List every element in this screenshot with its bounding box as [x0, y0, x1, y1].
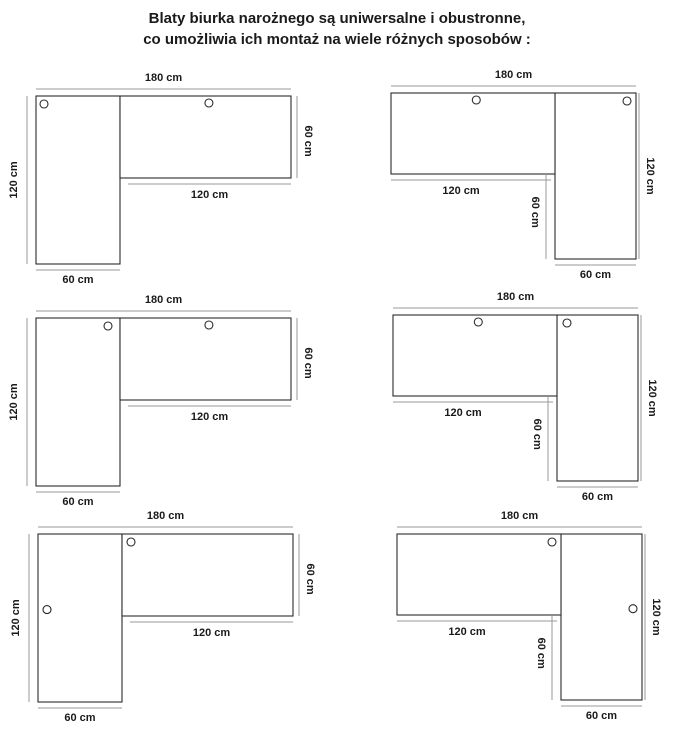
title-line-2: co umożliwia ich montaż na wiele różnych sposobów :: [143, 31, 531, 48]
label-width-total: 180 cm: [496, 290, 535, 303]
label-height-total: 120 cm: [644, 157, 657, 195]
label-inner-length: 120 cm: [442, 184, 480, 197]
label-width-total: 180 cm: [494, 68, 533, 81]
wing-plate: [391, 93, 555, 174]
configuration-4: [393, 291, 658, 503]
mounting-hole: [472, 96, 480, 104]
label-bottom-width: 60 cm: [585, 709, 618, 722]
mounting-hole: [40, 100, 48, 108]
label-width-total: 180 cm: [500, 509, 539, 522]
leg-plate: [36, 318, 120, 486]
mounting-hole: [474, 318, 482, 326]
label-depth: 60 cm: [302, 125, 315, 157]
mounting-hole: [563, 319, 571, 327]
wing-plate: [120, 318, 291, 400]
mounting-hole: [43, 606, 51, 614]
label-height-total: 120 cm: [650, 598, 663, 636]
leg-plate: [557, 315, 638, 481]
leg-plate: [38, 534, 122, 702]
configuration-1: [8, 72, 314, 286]
mounting-hole: [548, 538, 556, 546]
mounting-hole: [205, 99, 213, 107]
label-inner-length: 120 cm: [444, 406, 482, 419]
mounting-hole: [629, 605, 637, 613]
configuration-5: [10, 510, 316, 724]
label-width-total: 180 cm: [144, 71, 183, 84]
wing-plate: [393, 315, 557, 396]
mounting-hole: [623, 97, 631, 105]
label-bottom-width: 60 cm: [581, 490, 614, 503]
label-height-total: 120 cm: [646, 379, 659, 417]
mounting-hole: [104, 322, 112, 330]
label-width-total: 180 cm: [144, 293, 183, 306]
label-inner-length: 120 cm: [190, 410, 229, 423]
wing-plate: [120, 96, 291, 178]
label-height-total: 120 cm: [7, 383, 20, 421]
label-height-total: 120 cm: [7, 161, 20, 199]
label-inner-length: 120 cm: [448, 625, 486, 638]
configuration-2: [391, 69, 656, 281]
label-bottom-width: 60 cm: [579, 268, 612, 281]
leg-plate: [561, 534, 642, 700]
label-bottom-width: 60 cm: [62, 273, 94, 286]
leg-plate: [36, 96, 120, 264]
mounting-hole: [205, 321, 213, 329]
label-height-total: 120 cm: [9, 599, 22, 637]
label-inner-depth: 60 cm: [531, 418, 544, 450]
label-width-total: 180 cm: [146, 509, 185, 522]
label-inner-length: 120 cm: [190, 188, 229, 201]
label-bottom-width: 60 cm: [64, 711, 96, 724]
label-inner-length: 120 cm: [192, 626, 231, 639]
wing-plate: [122, 534, 293, 616]
wing-plate: [397, 534, 561, 615]
label-bottom-width: 60 cm: [62, 495, 94, 508]
leg-plate: [555, 93, 636, 259]
configuration-3: [8, 294, 314, 508]
label-inner-depth: 60 cm: [535, 637, 548, 669]
label-depth: 60 cm: [304, 563, 317, 595]
label-depth: 60 cm: [302, 347, 315, 379]
mounting-hole: [127, 538, 135, 546]
configuration-6: [397, 510, 662, 722]
label-inner-depth: 60 cm: [529, 196, 542, 228]
title-line-1: Blaty biurka narożnego są uniwersalne i obustronne,: [148, 10, 526, 27]
